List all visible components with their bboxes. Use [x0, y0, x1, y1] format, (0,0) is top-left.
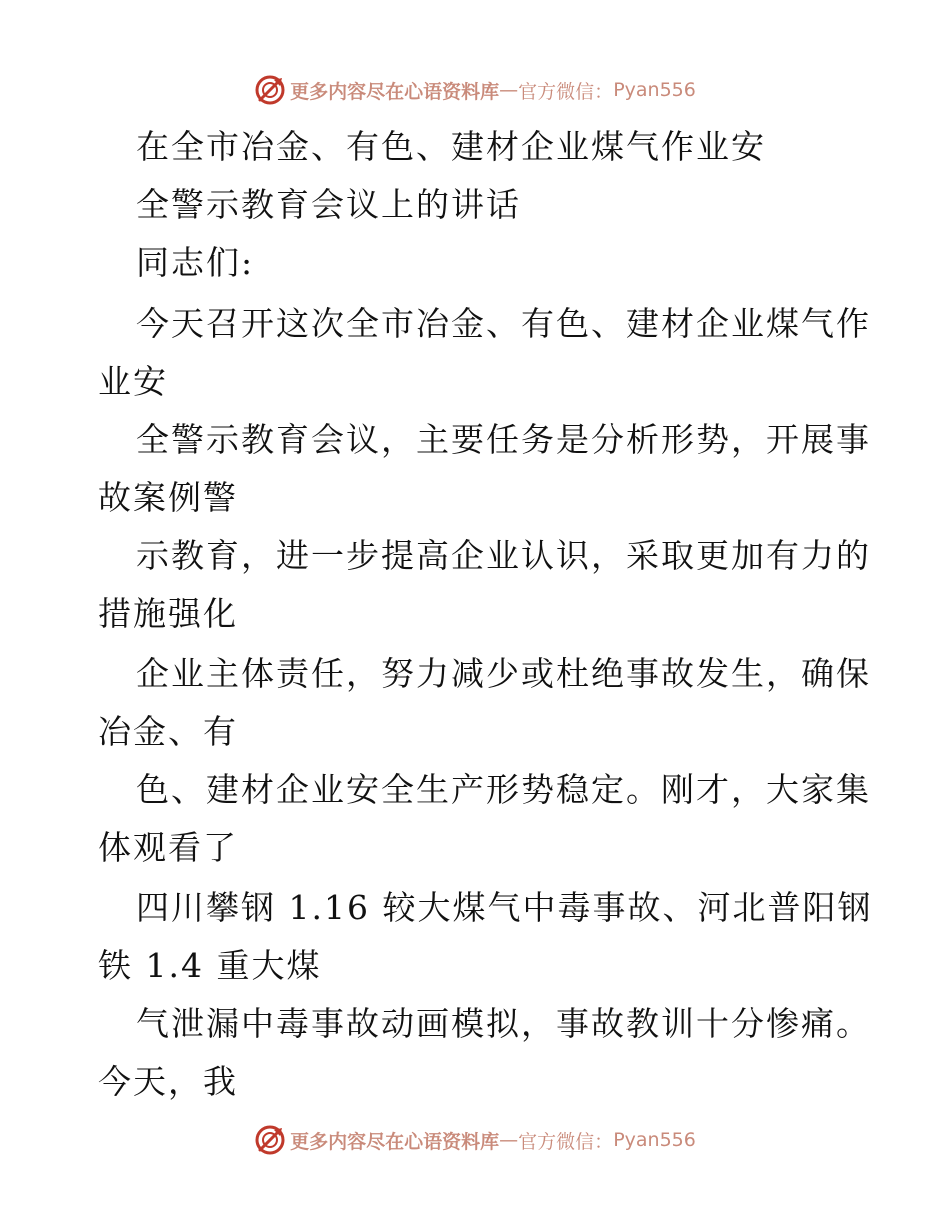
doc-line: 在全市冶金、有色、建材企业煤气作业安	[136, 127, 766, 166]
doc-line: 措施强化	[98, 594, 238, 633]
banner-text: 更多内容尽在心语资料库	[290, 1130, 500, 1153]
banner-text: 更多内容尽在心语资料库	[290, 80, 500, 103]
banner-wechat-label: 官方微信：	[518, 80, 614, 103]
doc-line: 业安	[98, 362, 168, 401]
footer-banner	[0, 1120, 950, 1160]
header-banner	[0, 70, 950, 110]
banner-wechat-id: Pyan556	[613, 1129, 696, 1151]
doc-line: 冶金、有	[98, 712, 238, 751]
logo-icon	[254, 1124, 286, 1156]
doc-line: 示教育，进一步提高企业认识，采取更加有力的	[136, 536, 871, 575]
banner-separator: —	[499, 79, 519, 101]
doc-line: 气泄漏中毒事故动画模拟，事故教训十分惨痛。	[136, 1004, 871, 1043]
banner-wechat-label: 官方微信：	[518, 1130, 614, 1153]
doc-line: 故案例警	[98, 478, 238, 517]
doc-line: 全警示教育会议上的讲话	[136, 185, 521, 224]
doc-line: 四川攀钢 1.16 较大煤气中毒事故、河北普阳钢	[136, 888, 873, 927]
doc-line: 企业主体责任，努力减少或杜绝事故发生，确保	[136, 654, 871, 693]
logo-icon	[254, 74, 286, 106]
doc-line: 今天召开这次全市冶金、有色、建材企业煤气作	[136, 304, 871, 343]
doc-line: 色、建材企业安全生产形势稳定。刚才，大家集	[136, 770, 871, 809]
doc-line: 同志们:	[136, 243, 255, 282]
doc-line: 体观看了	[98, 828, 238, 867]
banner-wechat-id: Pyan556	[613, 79, 696, 101]
doc-line: 铁 1.4 重大煤	[98, 946, 322, 985]
doc-line: 全警示教育会议，主要任务是分析形势，开展事	[136, 420, 871, 459]
banner-separator: —	[499, 1129, 519, 1151]
doc-line: 今天，我	[98, 1062, 238, 1101]
